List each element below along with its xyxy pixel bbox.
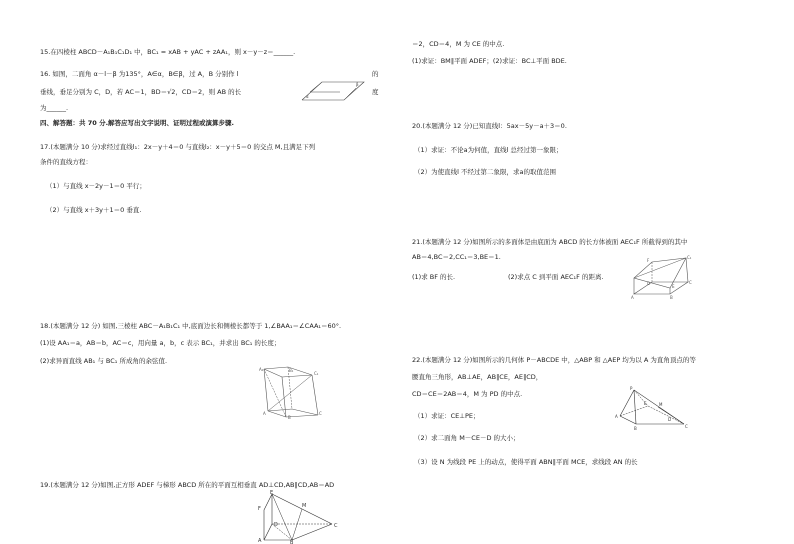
question-21-part2: (2)求点 C 到平面 AEC₁F 的距离. [508, 273, 604, 281]
question-21-line1: 21.(本题满分 12 分)如图所示的多面体是由底面为 ABCD 的长方体被面 AEC₁F 所截得到的其中 [412, 238, 688, 246]
question-22-line2: 腰直角三角形，AB⊥AE，AB∥CE，AE∥CD， [412, 373, 543, 381]
fig19-label: C [334, 523, 338, 529]
fig21-label: D [647, 281, 651, 286]
figure-22-solid [612, 386, 692, 432]
fig16-label: α [306, 94, 309, 99]
question-16-line1: 16. 如图，二面角 α－l－β 为135°，A∈α，B∈β，过 A，B 分别作 l [40, 70, 239, 78]
question-16-line3: 为______. [40, 104, 69, 112]
fig18-label: C [319, 411, 322, 416]
fig22-label: D [668, 417, 672, 422]
question-22-part3: （3）设 N 为线段 PE 上的动点，使得平面 ABN∥平面 MCE，求线段 AN 的长 [414, 458, 638, 466]
fig18-label: C₁ [314, 371, 319, 376]
fig22-label: B [634, 426, 637, 431]
question-17-part2: （2）与直线 x＋3y＋1＝0 垂直. [46, 206, 142, 214]
fig22-label: P [630, 386, 633, 391]
question-21-part1: (1)求 BF 的长. [412, 273, 456, 281]
question-20-line1: 20.(本题满分 12 分)已知直线l：5ax－5y－a＋3＝0. [412, 122, 567, 130]
question-18-line2: (1)设 AA₁＝a，AB＝b，AC＝c，用向量 a，b，c 表示 BC₁，并求出 BC₁ 的长度； [40, 339, 281, 347]
question-17-part1: （1）与直线 x－2y－1＝0 平行； [46, 182, 146, 190]
question-18-line3: (2)求异面直线 AB₁ 与 BC₁ 所成角的余弦值. [40, 357, 168, 365]
fig22-label: E [644, 401, 647, 406]
question-19-parts: (1)求证：BM∥平面 ADEF；(2)求证：BC⊥平面 BDE. [412, 57, 567, 65]
fig21-label: E [672, 284, 675, 289]
fig21-label: C₁ [687, 255, 692, 260]
question-19-continued: ＝2，CD＝4，M 为 CE 的中点. [412, 40, 505, 48]
fig21-label: B [670, 295, 673, 300]
fig22-label: M [659, 402, 663, 407]
question-16-line1-tail: 的 [372, 70, 379, 78]
fig16-label: β [356, 82, 359, 87]
question-18-line1: 18.(本题满分 12 分) 如图,三棱柱 ABC－A₁B₁C₁ 中,底面边长和侧棱长都等于 1,∠BAA₁＝∠CAA₁＝60°. [40, 322, 342, 330]
question-22-part2: （2）求二面角 M－CE－D 的大小； [414, 434, 520, 442]
question-15: 15.在四棱柱 ABCD－A₁B₁C₁D₁ 中，BC₁ = xAB + yAC + zAA₁，则 x－y－z＝______. [40, 48, 296, 56]
question-16-line2-tail: 度 [372, 88, 379, 96]
figure-21-polyhedron [630, 254, 694, 300]
fig21-label: C [689, 280, 692, 285]
fig19-label: F [258, 506, 261, 512]
question-21-line2: AB＝4,BC＝2,CC₁＝3,BE＝1. [412, 253, 501, 261]
fig22-label: A [615, 414, 618, 419]
fig18-label: B₁ [289, 368, 294, 373]
fig21-label: F [647, 258, 650, 263]
question-17-line2: 条件的直线方程： [40, 158, 92, 166]
fig19-label: E [270, 490, 274, 496]
fig22-label: C [685, 424, 688, 429]
question-16-line2: 垂线，垂足分别为 C，D，若 AC＝1，BD＝√2，CD＝2，则 AB 的长 [40, 88, 242, 96]
question-22-part1: （1）求证：CE⊥PE； [414, 412, 480, 420]
question-20-part2: （2）为使直线l 不经过第二象限，求a的取值范围 [414, 168, 556, 176]
fig18-label: A [263, 411, 266, 416]
figure-18-prism [258, 365, 324, 419]
question-19-line1: 19.(本题满分 12 分)如图,正方形 ADEF 与梯形 ABCD 所在的平面互相垂直 AD⊥CD,AB∥CD,AB＝AD [40, 481, 335, 489]
figure-19-solid [252, 490, 344, 544]
fig19-label: D [274, 522, 278, 528]
fig18-label: B [288, 415, 291, 419]
fig19-label: M [302, 503, 307, 509]
fig18-label: A₁ [259, 367, 264, 372]
question-22-line3: CD＝CE＝2AB＝4，M 为 PD 的中点. [412, 390, 523, 398]
figure-16-dihedral [300, 78, 366, 104]
section-4-heading: 四、解答题：共 70 分.解答应写出文字说明、证明过程或演算步骤. [40, 119, 235, 127]
fig19-label: B [290, 540, 294, 544]
question-22-line1: 22.(本题满分 12 分)如图所示的几何体 P－ABCDE 中，△ABP 和 △AEP 均为以 A 为直角顶点的等 [412, 356, 696, 364]
question-17-line1: 17.(本题满分 10 分)求经过直线l₁：2x－y＋4＝0 与直线l₂：x－y＋5＝0 的交点 M,且满足下列 [40, 143, 316, 151]
question-20-part1: （1）求证：不论a为何值，直线l 总经过第一象限； [414, 146, 563, 154]
fig21-label: A [631, 295, 634, 300]
fig19-label: A [258, 538, 262, 544]
